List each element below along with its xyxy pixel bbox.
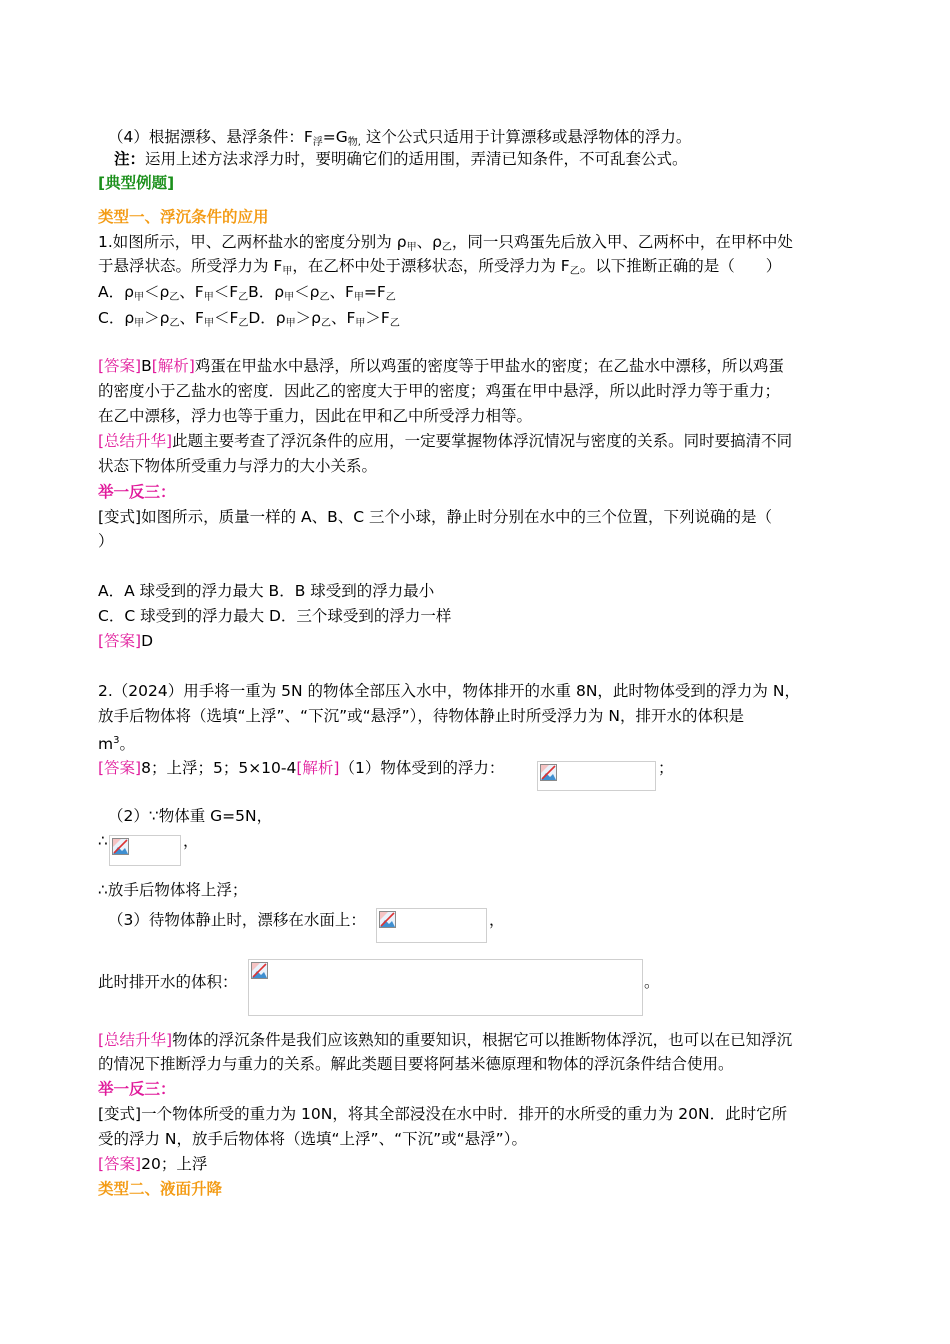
t: 、F (329, 283, 354, 301)
subscript: 乙 (441, 242, 452, 253)
q1-options-cd (98, 307, 400, 335)
broken-image-icon (540, 764, 557, 781)
q2-line-2: 放手后物体将（选填“上浮”、“下沉”或“悬浮”），待物体静止时所受浮力为 N，排开水的体积是 (98, 707, 744, 725)
summary-1-line-1 (98, 430, 792, 452)
s: 乙 (385, 292, 396, 303)
t: ＜ρ (294, 283, 320, 301)
summary-2-line-1 (98, 1029, 792, 1051)
a2-line-6: 此时排开水的体积： (98, 973, 238, 991)
s: 乙 (389, 318, 400, 329)
summary-tag: [总结升华] (98, 1031, 173, 1049)
summary-2-line-2: 的情况下推断浮力与重力的关系。解此类题目要将阿基米德原理和物体的浮沉条件结合使用。 (98, 1055, 734, 1073)
a2-line-1-end: ； (658, 759, 674, 777)
subscript: 乙 (569, 266, 580, 277)
s: 乙 (169, 318, 180, 329)
analysis-tag: [解析] (151, 357, 195, 375)
a2-line-3-end: ， (183, 832, 199, 850)
variant-2-line-1: [变式]一个物体所受的重力为 10N，将其全部浸没在水中时．排开的水所受的重力为 20N．此时它所 (98, 1105, 788, 1123)
text: 、ρ (416, 233, 442, 251)
a1-line-3: 在乙中漂移，浮力也等于重力，因此在甲和乙中所受浮力相等。 (98, 407, 533, 425)
subscript: 浮 (312, 137, 323, 148)
practice-heading-1: 举一反三： (98, 483, 176, 501)
s: 乙 (238, 292, 249, 303)
t: ＜ρ (143, 283, 170, 301)
formula-image-3 (376, 908, 487, 943)
t: ＞ρ (295, 309, 321, 327)
type-heading-2: 类型二、液面升降 (98, 1180, 223, 1198)
a1-line-2: 的密度小于乙盐水的密度．因此乙的密度大于甲的密度；鸡蛋在甲中悬浮，所以此时浮力等于重力； (98, 382, 781, 400)
text: 。以下推断正确的是（ ） (579, 257, 782, 275)
t: 、F (179, 309, 204, 327)
a2-line-5: （3）待物体静止时，漂移在水面上： (108, 911, 366, 929)
type-heading-1: 类型一、浮沉条件的应用 (98, 208, 269, 226)
answer-value: B (141, 357, 152, 375)
variant-1-line-2: ） (98, 532, 114, 550)
s: 甲 (203, 292, 214, 303)
q2-line-3 (98, 730, 135, 755)
t: B．ρ (248, 283, 285, 301)
summary-text: 此题主要考查了浮沉条件的应用，一定要掌握物体浮沉情况与密度的关系。同时要搞清不同 (172, 432, 793, 450)
text: 于悬浮状态。所受浮力为 F (98, 257, 283, 275)
a2-line-5-end: ， (489, 911, 505, 929)
text: （4）根据漂移、悬浮条件：F (108, 128, 313, 146)
s: 乙 (319, 292, 330, 303)
t: 、F (330, 309, 356, 327)
broken-image-icon (251, 962, 268, 979)
broken-image-icon (112, 838, 129, 855)
s: 甲 (355, 318, 366, 329)
variant-1-line-1: [变式]如图所示，质量一样的 A、B、C 三个小球，静止时分别在水中的三个位置，下列说确的是（ (98, 508, 773, 526)
a2-line-4: ∴放手后物体将上浮； (98, 881, 248, 899)
formula-image-1 (537, 761, 656, 791)
formula-image-4 (248, 959, 643, 1016)
t: A．ρ (98, 283, 134, 301)
s: 甲 (134, 318, 145, 329)
s: 甲 (284, 292, 295, 303)
subscript: 甲 (282, 266, 293, 277)
text: =G (322, 128, 348, 146)
a2-line-2: （2）∵物体重 G=5N， (108, 807, 273, 825)
variant-1-options-cd: C．C 球受到的浮力最大 D．三个球受到的浮力一样 (98, 607, 452, 625)
t: =F (363, 283, 386, 301)
t: ＞F (365, 309, 390, 327)
section-heading-examples: [典型例题] (98, 174, 175, 192)
summary-1-line-2: 状态下物体所受重力与浮力的大小关系。 (98, 457, 378, 475)
text: ，同一只鸡蛋先后放入甲、乙两杯中，在甲杯中处 (451, 233, 793, 251)
analysis-tag: [解析] (296, 759, 340, 777)
subscript: 甲 (406, 242, 417, 253)
q1-line-2 (98, 255, 781, 283)
answer-tag: [答案] (98, 632, 142, 650)
s: 乙 (169, 292, 180, 303)
answer-value: 8；上浮；5；5×10-4 (141, 759, 297, 777)
t: D．ρ (248, 309, 286, 327)
variant-1-options-ab: A．A 球受到的浮力最大 B．B 球受到的浮力最小 (98, 582, 435, 600)
summary-tag: [总结升华] (98, 432, 173, 450)
answer-tag: [答案] (98, 357, 142, 375)
t: C．ρ (98, 309, 135, 327)
variant-2-answer (98, 1153, 207, 1175)
unit: m (98, 735, 114, 753)
note-text: 运用上述方法求浮力时，要明确它们的适用围，弄清已知条件，不可乱套公式。 (145, 150, 688, 168)
analysis-text: 鸡蛋在甲盐水中悬浮，所以鸡蛋的密度等于甲盐水的密度；在乙盐水中漂移，所以鸡蛋 (194, 357, 784, 375)
practice-heading-2: 举一反三： (98, 1080, 176, 1098)
summary-text: 物体的浮沉条件是我们应该熟知的重要知识，根据它可以推断物体浮沉，也可以在已知浮沉 (172, 1031, 793, 1049)
note-line (114, 148, 688, 170)
t: ＜F (213, 309, 239, 327)
answer-tag: [答案] (98, 759, 142, 777)
a2-line-3-prefix: ∴ (98, 832, 108, 850)
answer-value: D (141, 632, 154, 650)
text: ，在乙杯中处于漂移状态，所受浮力为 F (292, 257, 570, 275)
superscript: 3 (113, 735, 120, 746)
note-label: 注： (114, 150, 146, 168)
s: 甲 (133, 292, 144, 303)
text: 。 (119, 735, 135, 753)
a1-line-1 (98, 355, 784, 377)
answer-tag: [答案] (98, 1155, 142, 1173)
formula-image-2 (109, 835, 181, 866)
broken-image-icon (379, 911, 396, 928)
q2-line-1: 2.（2024）用手将一重为 5N 的物体全部压入水中，物体排开的水重 8N，此时物体受到的浮力为 N， (98, 682, 800, 700)
s: 甲 (285, 318, 296, 329)
variant-2-line-2: 受的浮力 N，放手后物体将（选填“上浮”、“下沉”或“悬浮”）。 (98, 1130, 527, 1148)
s: 乙 (320, 318, 331, 329)
variant-1-answer (98, 630, 153, 652)
text: 这个公式只适用于计算漂移或悬浮物体的浮力。 (360, 128, 692, 146)
subscript: 物, (347, 137, 361, 148)
s: 甲 (353, 292, 364, 303)
t: 、F (179, 283, 204, 301)
a2-line-1 (98, 757, 504, 779)
t: ＜F (213, 283, 239, 301)
t: ＞ρ (144, 309, 170, 327)
s: 甲 (203, 318, 214, 329)
a2-line-6-end: 。 (644, 973, 660, 991)
s: 乙 (238, 318, 249, 329)
text: 1.如图所示，甲、乙两杯盐水的密度分别为 ρ (98, 233, 407, 251)
answer-value: 20；上浮 (141, 1155, 208, 1173)
analysis-text: （1）物体受到的浮力： (339, 759, 505, 777)
q1-options-ab (98, 281, 396, 309)
